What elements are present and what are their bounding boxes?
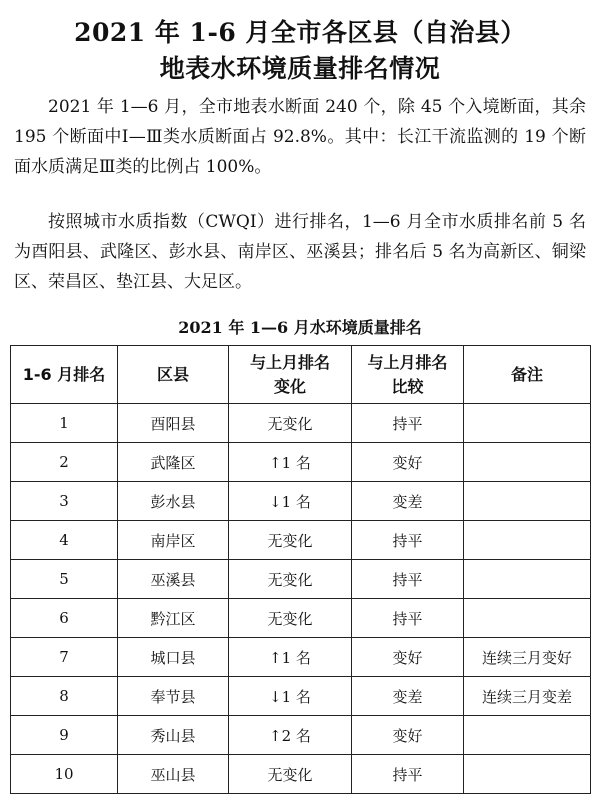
cell-change: ↑2 名 — [229, 716, 352, 755]
cell-compare: 变好 — [352, 443, 464, 482]
table-row — [11, 677, 591, 716]
cell-change: 无变化 — [229, 599, 352, 638]
cell-district: 巫山县 — [118, 755, 229, 794]
cell-compare: 持平 — [352, 755, 464, 794]
cell-rank: 10 — [11, 755, 118, 794]
table-header-row — [11, 346, 591, 404]
table-row — [11, 521, 591, 560]
cell-compare: 变差 — [352, 482, 464, 521]
cell-compare: 持平 — [352, 599, 464, 638]
cell-compare: 变差 — [352, 677, 464, 716]
header-compare — [352, 346, 464, 404]
cell-change: 无变化 — [229, 521, 352, 560]
table-row — [11, 482, 591, 521]
cell-rank: 2 — [11, 443, 118, 482]
cell-note — [464, 560, 591, 599]
header-compare-line1: 与上月排名 — [367, 352, 448, 372]
cell-rank: 5 — [11, 560, 118, 599]
cell-change: 无变化 — [229, 404, 352, 443]
cell-district: 城口县 — [118, 638, 229, 677]
cell-note — [464, 482, 591, 521]
cell-district: 彭水县 — [118, 482, 229, 521]
table-row — [11, 716, 591, 755]
cell-rank: 3 — [11, 482, 118, 521]
cell-note — [464, 443, 591, 482]
cell-rank: 1 — [11, 404, 118, 443]
ranking-table — [10, 345, 591, 794]
cell-change: 无变化 — [229, 560, 352, 599]
table-row — [11, 404, 591, 443]
cell-change: ↑1 名 — [229, 638, 352, 677]
table-row — [11, 443, 591, 482]
cell-district: 黔江区 — [118, 599, 229, 638]
cell-compare: 持平 — [352, 560, 464, 599]
cell-rank: 7 — [11, 638, 118, 677]
cell-district: 南岸区 — [118, 521, 229, 560]
cell-note — [464, 716, 591, 755]
paragraph-summary: 2021 年 1—6 月，全市地表水断面 240 个，除 45 个入境断面，其余 195 个断面中Ⅰ—Ⅲ类水质断面占 92.8%。其中：长江干流监测的 19 个断面水质满足Ⅲ类的比例占 100%。 — [14, 97, 586, 177]
table-row — [11, 599, 591, 638]
cell-change: 无变化 — [229, 755, 352, 794]
cell-rank: 8 — [11, 677, 118, 716]
cell-note — [464, 755, 591, 794]
cell-note: 连续三月变好 — [464, 638, 591, 677]
cell-compare: 持平 — [352, 521, 464, 560]
cell-note: 连续三月变差 — [464, 677, 591, 716]
header-compare-line2: 比较 — [391, 376, 424, 396]
header-rank: 1-6 月排名 — [11, 346, 118, 404]
cell-compare: 持平 — [352, 404, 464, 443]
cell-rank: 6 — [11, 599, 118, 638]
cell-rank: 4 — [11, 521, 118, 560]
cell-note — [464, 599, 591, 638]
table-row — [11, 560, 591, 599]
cell-district: 酉阳县 — [118, 404, 229, 443]
document-title-line-1: 2021 年 1-6 月全市各区县（自治县） — [74, 18, 526, 47]
paragraph-ranking: 按照城市水质指数（CWQI）进行排名，1—6 月全市水质排名前 5 名为酉阳县、武隆区、彭水县、南岸区、巫溪县；排名后 5 名为高新区、铜梁区、荣昌区、垫江县、大足区。 — [14, 212, 586, 292]
table-row — [11, 755, 591, 794]
document-title-line-2: 地表水环境质量排名情况 — [159, 54, 441, 83]
header-change-line2: 变化 — [273, 376, 306, 396]
cell-change: ↑1 名 — [229, 443, 352, 482]
cell-district: 巫溪县 — [118, 560, 229, 599]
header-district: 区县 — [118, 346, 229, 404]
cell-compare: 变好 — [352, 716, 464, 755]
table-caption: 2021 年 1—6 月水环境质量排名 — [178, 318, 422, 337]
cell-change: ↓1 名 — [229, 677, 352, 716]
cell-rank: 9 — [11, 716, 118, 755]
cell-district: 秀山县 — [118, 716, 229, 755]
cell-note — [464, 404, 591, 443]
cell-district: 武隆区 — [118, 443, 229, 482]
cell-compare: 变好 — [352, 638, 464, 677]
cell-note — [464, 521, 591, 560]
cell-district: 奉节县 — [118, 677, 229, 716]
cell-change: ↓1 名 — [229, 482, 352, 521]
table-row — [11, 638, 591, 677]
header-change-line1: 与上月排名 — [249, 352, 330, 372]
header-change — [229, 346, 352, 404]
header-note: 备注 — [464, 346, 591, 404]
